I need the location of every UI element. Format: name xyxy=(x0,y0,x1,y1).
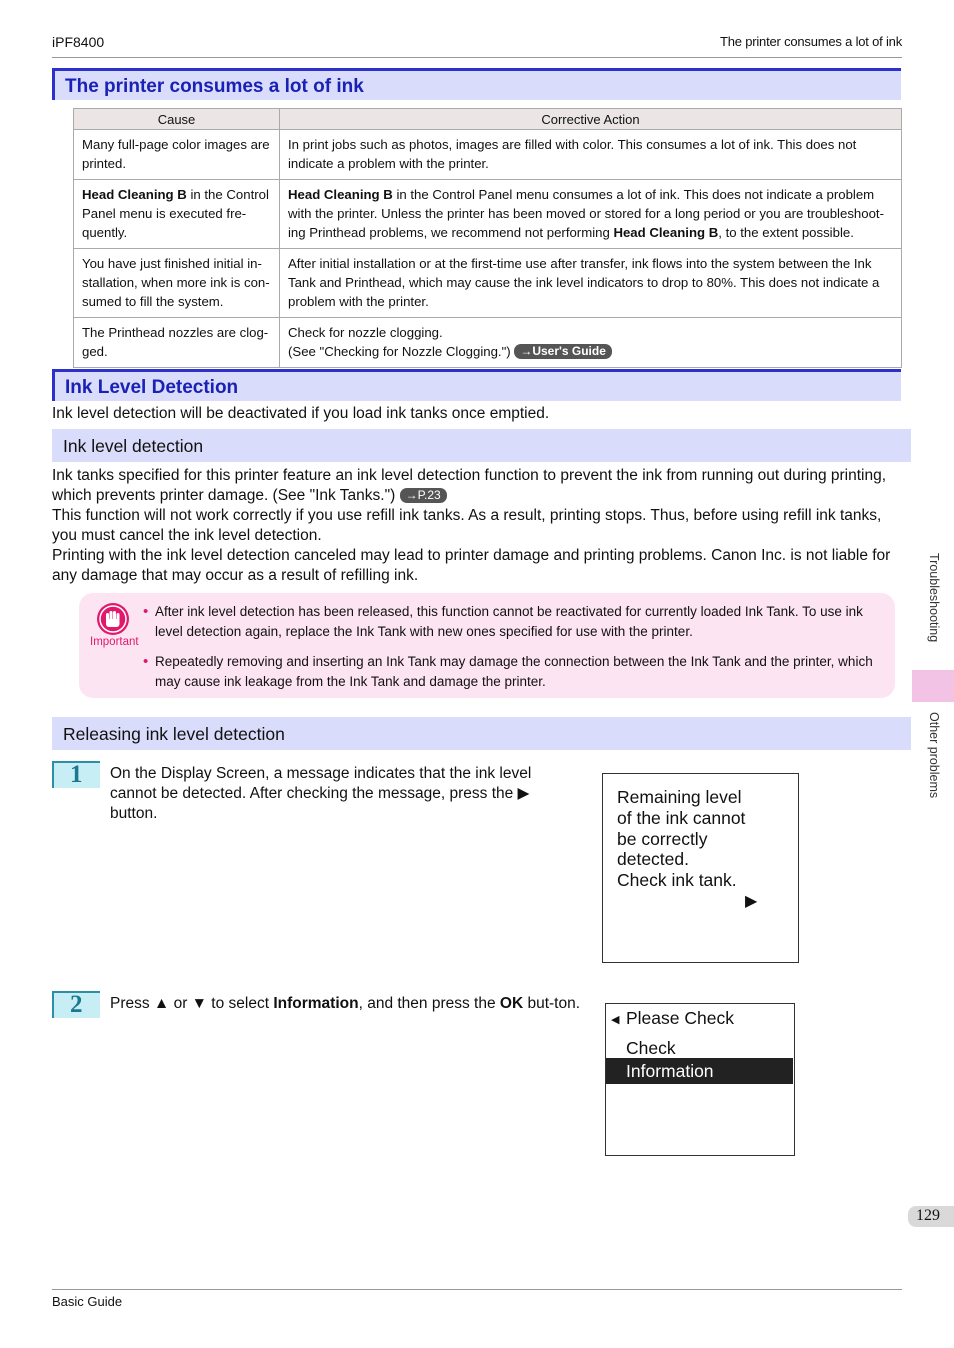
important-item-text: After ink level detection has been released, this function cannot be reactivated for currently loaded Ink Tank. To use ink level detection again, replace the Ink Tank with new ones specified for use with the printer. xyxy=(155,604,863,639)
table-row xyxy=(74,249,902,318)
lcd-line: Check ink tank. xyxy=(617,870,737,890)
page-number-badge xyxy=(908,1206,954,1227)
step-1-text: On the Display Screen, a message indicates that the ink level cannot be detected. After checking the message, press the ▶ button. xyxy=(110,765,532,822)
paragraph: This function will not work correctly if you use refill ink tanks. As a result, printing stops. Thus, before using refill ink tanks, you must cancel the ink level detection. xyxy=(52,507,882,544)
bullet-icon: • xyxy=(143,653,149,670)
paragraph-text: Ink tanks specified for this printer feature an ink level detection function to prevent the ink from running out during printing, which prevents printer damage. (See "Ink Tanks.") xyxy=(52,467,887,504)
action-text: in the Control Panel menu consumes a lot of ink. This does not indicate a problem with the printer. Unless the printer has been moved or stored for a long period or you are troubleshoot-ing Printhead problems, we recommend not performing xyxy=(288,187,884,240)
sidebar-highlight xyxy=(912,670,954,702)
section-intro: Ink level detection will be deactivated if you load ink tanks once emptied. xyxy=(52,405,550,422)
step-number-1 xyxy=(52,761,100,788)
footer-divider xyxy=(52,1289,902,1290)
step-2-text xyxy=(110,994,590,1014)
paragraph xyxy=(52,466,902,506)
users-guide-link[interactable]: →User's Guide xyxy=(514,344,612,359)
action-bold: Head Cleaning B xyxy=(288,187,393,202)
action-text: Check for nozzle clogging. xyxy=(288,325,443,340)
section-title-text: Ink Level Detection xyxy=(65,377,239,398)
page-link[interactable]: →P.23 xyxy=(400,488,447,503)
lcd-menu-title: Please Check xyxy=(626,1008,734,1028)
display-screen-menu xyxy=(605,1003,795,1156)
step-bold: OK xyxy=(499,995,524,1012)
section-title-ink-level-detection xyxy=(52,369,901,401)
lcd-line: Remaining level xyxy=(617,787,742,807)
lcd-line: of the ink cannot xyxy=(617,808,746,828)
important-item xyxy=(143,602,883,642)
step-text: but-ton. xyxy=(523,995,581,1012)
step-number-text: 2 xyxy=(70,991,83,1018)
action-cell xyxy=(280,180,902,249)
action-cell: After initial installation or at the first-time use after transfer, ink flows into the system between the Ink Tank and Printhead, which may cause the ink level indicators to drop to 80%. This does not indicate a problem with the printer. xyxy=(280,249,902,318)
paragraph: Printing with the ink level detection canceled may lead to printer damage and printing problems. Canon Inc. is not liable for any damage that may occur as a result of refilling ink. xyxy=(52,547,891,584)
table-row xyxy=(74,130,902,180)
step-bold: Information xyxy=(273,995,359,1012)
bullet-icon: • xyxy=(143,603,149,620)
sidebar-tab-troubleshooting[interactable]: Troubleshooting xyxy=(927,553,941,643)
table-row xyxy=(74,318,902,368)
hand-stop-icon-graphic xyxy=(97,603,129,635)
action-bold: Head Cleaning B xyxy=(613,225,719,240)
important-label: Important xyxy=(90,636,139,648)
step-number-2 xyxy=(52,991,100,1018)
hand-stop-icon xyxy=(97,603,129,635)
section-title-text: The printer consumes a lot of ink xyxy=(65,76,364,97)
lcd-menu-item[interactable]: Check xyxy=(626,1038,676,1058)
action-cell: In print jobs such as photos, images are filled with color. This consumes a lot of ink. This does not indicate a problem with the printer. xyxy=(280,130,902,180)
step-number-text: 1 xyxy=(70,761,83,788)
important-item-text: Repeatedly removing and inserting an Ink Tank may damage the connection between the Ink Tank and the printer, which may cause ink leakage from the Ink Tank and damage the printer. xyxy=(155,654,873,689)
cause-action-table xyxy=(73,108,902,368)
left-arrow-icon: ◀ xyxy=(611,1014,620,1026)
cause-bold: Head Cleaning B xyxy=(82,187,187,202)
cause-text: in the Control Panel menu is executed fre-quently. xyxy=(82,187,269,240)
action-cell xyxy=(280,318,902,368)
table-header-action: Corrective Action xyxy=(280,109,902,130)
cause-cell: Many full-page color images are printed. xyxy=(74,130,280,180)
section-title-ink-consumption xyxy=(52,68,901,100)
header-running-title: The printer consumes a lot of ink xyxy=(720,34,902,49)
sidebar-tab-other-problems[interactable]: Other problems xyxy=(927,712,941,799)
footer-guide-name: Basic Guide xyxy=(52,1294,123,1309)
table-header-cause: Cause xyxy=(74,109,280,130)
table-header-row xyxy=(74,109,902,130)
right-arrow-icon: ▶ xyxy=(745,893,758,910)
display-screen-warning xyxy=(602,773,799,963)
header-divider xyxy=(52,57,902,58)
step-text: Press ▲ or ▼ to select xyxy=(110,995,274,1012)
header-model: iPF8400 xyxy=(52,34,105,50)
subsection-title-releasing xyxy=(52,717,911,750)
cause-cell: You have just finished initial in-stallation, when more ink is con-sumed to fill the system. xyxy=(74,249,280,318)
subsection-title-text: Releasing ink level detection xyxy=(63,724,285,744)
table-row xyxy=(74,180,902,249)
lcd-menu-item-selected[interactable]: Information xyxy=(626,1061,714,1081)
subsection-title-text: Ink level detection xyxy=(63,436,204,456)
action-text: , to the extent possible. xyxy=(718,225,854,240)
lcd-line: detected. xyxy=(617,849,689,869)
lcd-line: be correctly xyxy=(617,829,708,849)
cause-cell xyxy=(74,180,280,249)
action-ref: (See "Checking for Nozzle Clogging.") xyxy=(288,344,511,359)
cause-cell: The Printhead nozzles are clog-ged. xyxy=(74,318,280,368)
important-item xyxy=(143,652,883,692)
page-number: 129 xyxy=(916,1207,940,1224)
step-text: , and then press the xyxy=(358,995,500,1012)
subsection-title-ink-level-detection xyxy=(52,429,911,462)
